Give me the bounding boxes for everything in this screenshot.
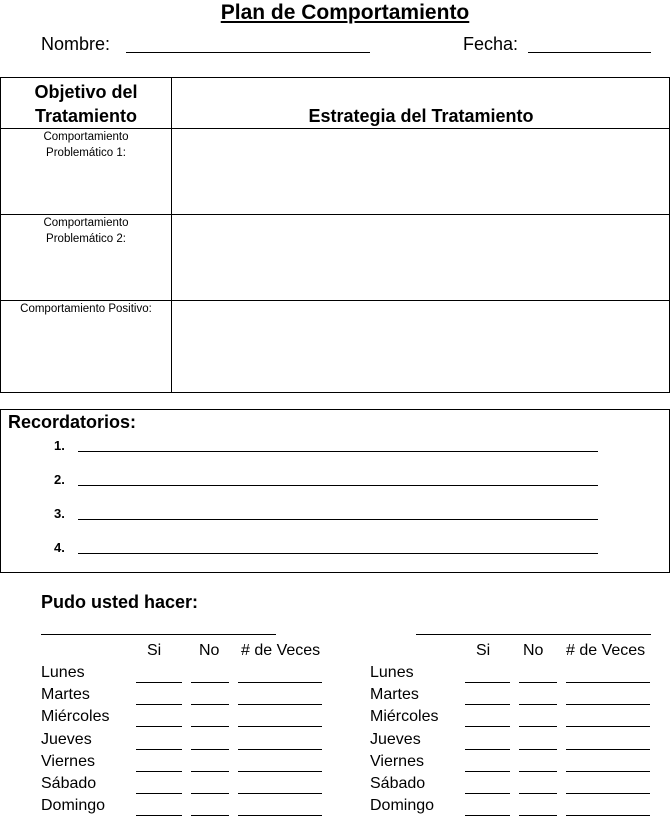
no-blank[interactable] — [191, 771, 229, 772]
reminder-line[interactable] — [78, 519, 598, 520]
tracker-title: Pudo usted hacer: — [41, 592, 199, 612]
date-label: Fecha: — [463, 34, 519, 54]
reminders-title: Recordatorios: — [8, 412, 137, 432]
row-label-line1: Comportamiento — [43, 217, 129, 229]
no-blank[interactable] — [519, 726, 557, 727]
no-blank[interactable] — [191, 704, 229, 705]
day-label: Viernes — [41, 753, 95, 770]
no-blank[interactable] — [519, 749, 557, 750]
strategy-cell-2[interactable] — [173, 216, 669, 299]
name-label: Nombre: — [41, 34, 111, 54]
day-label: Miércoles — [370, 708, 439, 725]
si-blank[interactable] — [465, 793, 510, 794]
veces-blank[interactable] — [566, 726, 650, 727]
day-label: Sábado — [41, 775, 97, 792]
no-blank[interactable] — [191, 815, 229, 816]
strategy-cell-3[interactable] — [173, 302, 669, 392]
table-row-label — [0, 301, 172, 317]
si-blank[interactable] — [136, 815, 182, 816]
veces-blank[interactable] — [238, 771, 322, 772]
col-header-no: No — [523, 642, 544, 659]
col-header-no: No — [199, 642, 220, 659]
day-label: Lunes — [370, 664, 414, 681]
col-header-si: Si — [476, 642, 491, 659]
name-field[interactable] — [126, 52, 370, 53]
col-header-si: Si — [147, 642, 162, 659]
day-label: Jueves — [41, 731, 92, 748]
page-title: Plan de Comportamiento — [220, 1, 470, 24]
si-blank[interactable] — [136, 726, 182, 727]
si-blank[interactable] — [136, 704, 182, 705]
no-blank[interactable] — [519, 793, 557, 794]
strategy-cell-1[interactable] — [173, 130, 669, 213]
day-label: Miércoles — [41, 708, 110, 725]
day-label: Jueves — [370, 731, 421, 748]
col-header-objective — [0, 80, 172, 128]
row-label-line1: Comportamiento Positivo: — [20, 303, 152, 315]
veces-blank[interactable] — [566, 704, 650, 705]
veces-blank[interactable] — [238, 749, 322, 750]
si-blank[interactable] — [465, 726, 510, 727]
reminder-number: 3. — [54, 506, 65, 521]
table-row-label — [0, 215, 172, 247]
si-blank[interactable] — [465, 749, 510, 750]
day-label: Sábado — [370, 775, 426, 792]
day-label: Lunes — [41, 664, 85, 681]
activity-name-field[interactable] — [416, 634, 651, 635]
reminder-number: 1. — [54, 438, 65, 453]
activity-name-field[interactable] — [41, 634, 276, 635]
si-blank[interactable] — [465, 771, 510, 772]
row-label-line2: Problemático 2: — [46, 233, 126, 245]
no-blank[interactable] — [191, 793, 229, 794]
col-header-veces: # de Veces — [566, 642, 646, 659]
no-blank[interactable] — [191, 749, 229, 750]
col-header-objective-line2: Tratamiento — [34, 106, 138, 126]
si-blank[interactable] — [465, 682, 510, 683]
day-label: Martes — [41, 686, 90, 703]
veces-blank[interactable] — [238, 815, 322, 816]
no-blank[interactable] — [191, 726, 229, 727]
col-header-veces: # de Veces — [241, 642, 321, 659]
date-field[interactable] — [528, 52, 651, 53]
day-label: Domingo — [370, 797, 435, 814]
veces-blank[interactable] — [566, 749, 650, 750]
day-label: Domingo — [41, 797, 106, 814]
reminder-line[interactable] — [78, 451, 598, 452]
veces-blank[interactable] — [238, 726, 322, 727]
veces-blank[interactable] — [566, 682, 650, 683]
no-blank[interactable] — [191, 682, 229, 683]
si-blank[interactable] — [136, 793, 182, 794]
no-blank[interactable] — [519, 771, 557, 772]
si-blank[interactable] — [465, 815, 510, 816]
reminders-box — [0, 409, 670, 573]
si-blank[interactable] — [136, 682, 182, 683]
veces-blank[interactable] — [238, 793, 322, 794]
si-blank[interactable] — [465, 704, 510, 705]
day-label: Martes — [370, 686, 419, 703]
si-blank[interactable] — [136, 771, 182, 772]
col-header-strategy: Estrategia del Tratamiento — [308, 106, 534, 126]
reminder-line[interactable] — [78, 553, 598, 554]
col-header-objective-line1: Objetivo del — [34, 82, 138, 102]
reminder-number: 4. — [54, 540, 65, 555]
row-label-line2: Problemático 1: — [46, 147, 126, 159]
reminder-line[interactable] — [78, 485, 598, 486]
veces-blank[interactable] — [238, 704, 322, 705]
day-label: Viernes — [370, 753, 424, 770]
veces-blank[interactable] — [238, 682, 322, 683]
table-row-label — [0, 129, 172, 161]
no-blank[interactable] — [519, 704, 557, 705]
reminder-number: 2. — [54, 472, 65, 487]
veces-blank[interactable] — [566, 815, 650, 816]
veces-blank[interactable] — [566, 771, 650, 772]
no-blank[interactable] — [519, 682, 557, 683]
veces-blank[interactable] — [566, 793, 650, 794]
row-label-line1: Comportamiento — [43, 131, 129, 143]
si-blank[interactable] — [136, 749, 182, 750]
no-blank[interactable] — [519, 815, 557, 816]
